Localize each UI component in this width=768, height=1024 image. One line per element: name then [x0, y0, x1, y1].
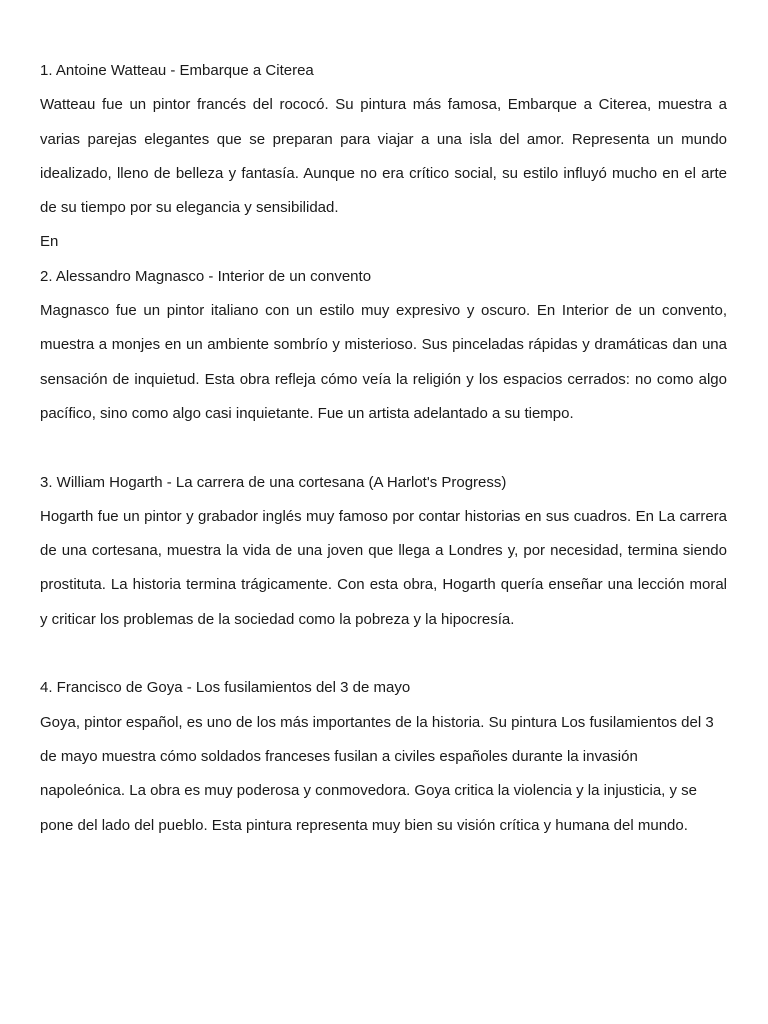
section-paragraph: Magnasco fue un pintor italiano con un estilo muy expresivo y oscuro. En Interior de un convento, muestra a monjes en un ambiente sombrío y misterioso. Sus pinceladas rápidas y dramáticas dan una sensación de inquietud. Esta obra refleja cómo veía la religión y los espacios cerrados: no como algo pacífico, sino como algo casi inquietante. Fue un artista adelantado a su tiempo.: [40, 302, 727, 422]
section-hogarth: [40, 466, 727, 637]
section-paragraph: Goya, pintor español, es uno de los más importantes de la historia. Su pintura Los fusilamientos del 3 de mayo muestra cómo soldados franceses fusilan a civiles españoles durante la invasión napoleónica. La obra es muy poderosa y conmovedora. Goya critica la violencia y la injusticia, y se pone del lado del pueblo. Esta pintura representa muy bien su visión crítica y humana del mundo.: [40, 713, 714, 834]
section-paragraph: Hogarth fue un pintor y grabador inglés muy famoso por contar historias en sus cuadros. En La carrera de una cortesana, muestra la vida de una joven que llega a Londres y, por necesidad, termina siendo prostituta. La historia termina trágicamente. Con esta obra, Hogarth quería enseñar una lección moral y criticar los problemas de la sociedad como la pobreza y la hipocresía.: [40, 507, 727, 628]
stray-text: En: [40, 233, 59, 251]
section-heading: 1. Antoine Watteau - Embarque a Citerea: [40, 62, 314, 79]
section-heading: 4. Francisco de Goya - Los fusilamientos del 3 de mayo: [40, 679, 411, 697]
document-page: [40, 54, 727, 843]
section-goya: [40, 671, 727, 842]
section-magnasco: [40, 260, 727, 431]
section-watteau: [40, 54, 727, 225]
section-heading: 3. William Hogarth - La carrera de una cortesana (A Harlot's Progress): [40, 473, 507, 491]
section-heading: 2. Alessandro Magnasco - Interior de un convento: [40, 267, 372, 285]
section-paragraph: Watteau fue un pintor francés del rococó. Su pintura más famosa, Embarque a Citerea, muestra a varias parejas elegantes que se preparan para viajar a una isla del amor. Representa un mundo idealizado, lleno de belleza y fantasía. Aunque no era crítico social, su estilo influyó mucho en el arte de su tiempo por su elegancia y sensibilidad.: [40, 96, 727, 217]
